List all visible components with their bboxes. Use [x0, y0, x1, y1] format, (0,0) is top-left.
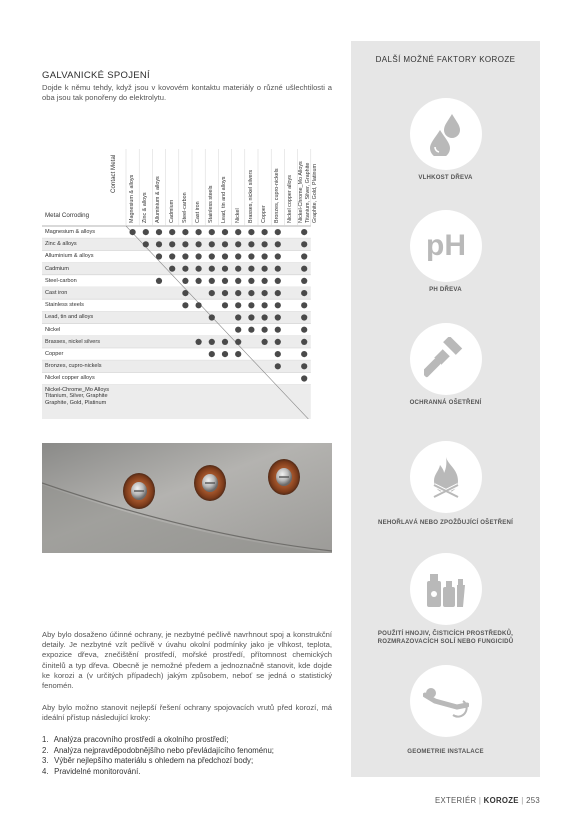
compatibility-dot: [182, 290, 188, 296]
compatibility-dot: [275, 302, 281, 308]
compatibility-dot: [209, 278, 215, 284]
installation-geometry-icon: [410, 665, 482, 737]
compatibility-dot: [182, 278, 188, 284]
compatibility-dot: [222, 253, 228, 259]
compatibility-dot: [301, 241, 307, 247]
compatibility-dot: [301, 278, 307, 284]
compatibility-dot: [182, 229, 188, 235]
compatibility-dot: [248, 253, 254, 259]
list-item: 4. Pravidelné monitorování.: [42, 766, 141, 776]
compatibility-dot: [262, 339, 268, 345]
body-paragraph-2: Aby bylo možno stanovit nejlepší řešení ochrany spojovacích vrutů před korozí, má ideální přístup následující kroky:: [42, 703, 332, 723]
row-label: Brasses, nickel silvers: [45, 338, 101, 345]
column-label: Alluminium & alloys: [155, 176, 162, 223]
column-label: Nickel-Chrome_Mo Alloys Titanium, Silver, Graphite Graphite, Gold, Platinum: [297, 161, 318, 223]
compatibility-dot: [301, 302, 307, 308]
compatibility-dot: [196, 253, 202, 259]
compatibility-dot: [222, 302, 228, 308]
row-label: Cast iron: [45, 290, 68, 296]
row-label: Steel-carbon: [45, 277, 77, 284]
factor-label: POUŽITÍ HNOJIV, ČISTICÍCH PROSTŘEDKŮ, ROZMRAZOVACÍCH SOLÍ NEBO FUNGICIDŮ: [377, 630, 514, 645]
page-number: 253: [526, 796, 540, 805]
compatibility-dot: [248, 302, 254, 308]
row-label: Zinc & alloys: [45, 241, 77, 248]
compatibility-dot: [248, 327, 254, 333]
compatibility-dot: [262, 253, 268, 259]
paint-brush-icon: [410, 323, 482, 395]
compatibility-dot: [235, 266, 241, 272]
compatibility-dot: [235, 339, 241, 345]
column-label: Steel-carbon: [181, 192, 188, 223]
column-label: Lead, tin and alloys: [221, 176, 228, 223]
compatibility-dot: [196, 229, 202, 235]
compatibility-dot: [262, 290, 268, 296]
row-label: Magnesium & alloys: [45, 229, 96, 235]
fire-retardant-icon: [410, 441, 482, 513]
intro-paragraph: Dojde k němu tehdy, když jsou v kovovém kontaktu materiály o různé ušlechtilosti a oba jsou tak ponořeny do elektrolytu.: [42, 83, 332, 102]
row-label: Nickel copper alloys: [45, 375, 95, 382]
compatibility-dot: [169, 241, 175, 247]
compatibility-dot: [301, 339, 307, 345]
compatibility-dot: [301, 363, 307, 369]
body-paragraph-1: Aby bylo dosaženo účinné ochrany, je nezbytné pečlivě navrhnout spoj a konstrukční detaily. Je nezbytné vzít pečlivě v úvahu okolní podmínky jako je vlhkost, teplota, expozice dřeva, znečištění prostředí, mořské prostředí, přítomnost chemických činitelů a typ dřeva. Obecně je nemožné předem a jednoznačně stanovit, kde dojde ke korozi a (v určitých případech) jakým způsobem, neboť se jedná o statistický fenomén.: [42, 630, 332, 691]
section-title: GALVANICKÉ SPOJENÍ: [42, 70, 150, 81]
row-label: Nickel: [45, 326, 61, 333]
corrosion-factors-panel: [351, 41, 540, 777]
compatibility-dot: [222, 278, 228, 284]
compatibility-dot: [301, 266, 307, 272]
compatibility-dot: [248, 229, 254, 235]
compatibility-dot: [248, 314, 254, 320]
compatibility-dot: [275, 314, 281, 320]
compatibility-dot: [182, 241, 188, 247]
screws-in-metal-photo: [42, 443, 332, 553]
column-label: Stainless steels: [208, 185, 215, 223]
compatibility-dot: [182, 302, 188, 308]
column-label: Zinc & alloys: [142, 192, 149, 223]
row-label: Cadmium: [45, 265, 69, 272]
compatibility-dot: [222, 229, 228, 235]
compatibility-dot: [156, 229, 162, 235]
compatibility-dot: [196, 278, 202, 284]
row-label: Copper: [45, 351, 64, 357]
column-label: Cadmium: [168, 199, 175, 223]
compatibility-dot: [275, 266, 281, 272]
compatibility-dot: [275, 339, 281, 345]
compatibility-dot: [301, 327, 307, 333]
compatibility-dot: [143, 241, 149, 247]
compatibility-dot: [130, 229, 136, 235]
row-label: Nickel-Chrome_Mo Alloys Titanium, Silver, Graphite Graphite, Gold, Platinum: [45, 386, 110, 407]
compatibility-dot: [182, 253, 188, 259]
compatibility-dot: [209, 290, 215, 296]
compatibility-dot: [235, 351, 241, 357]
compatibility-dot: [301, 290, 307, 296]
compatibility-dot: [262, 241, 268, 247]
row-label: Alluminium & alloys: [45, 253, 94, 260]
factor-label: GEOMETRIE INSTALACE: [407, 748, 484, 755]
compatibility-dot: [248, 266, 254, 272]
compatibility-dot: [182, 266, 188, 272]
row-label: Stainless steels: [45, 302, 84, 309]
compatibility-dot: [209, 314, 215, 320]
compatibility-dot: [248, 278, 254, 284]
compatibility-dot: [275, 327, 281, 333]
compatibility-dot: [196, 302, 202, 308]
water-drops-icon: [410, 98, 482, 170]
compatibility-dot: [169, 253, 175, 259]
compatibility-dot: [209, 229, 215, 235]
page-footer: EXTERIÉR | KOROZE | 253: [434, 796, 540, 805]
compatibility-dot: [235, 253, 241, 259]
axis-corroding-label: Metal Corroding: [45, 212, 90, 219]
compatibility-dot: [222, 266, 228, 272]
factor-label: PH DŘEVA: [429, 286, 462, 293]
compatibility-dot: [169, 266, 175, 272]
compatibility-dot: [235, 278, 241, 284]
compatibility-dot: [275, 290, 281, 296]
compatibility-dot: [222, 351, 228, 357]
compatibility-dot: [275, 351, 281, 357]
compatibility-dot: [156, 253, 162, 259]
compatibility-dot: [301, 375, 307, 381]
compatibility-dot: [262, 314, 268, 320]
compatibility-dot: [235, 290, 241, 296]
compatibility-dot: [262, 278, 268, 284]
chemical-bottles-icon: [410, 553, 482, 625]
compatibility-dot: [196, 339, 202, 345]
compatibility-dot: [169, 229, 175, 235]
compatibility-dot: [209, 266, 215, 272]
factor-label: OCHRANNÁ OŠETŘENÍ: [409, 399, 482, 406]
compatibility-dot: [262, 302, 268, 308]
compatibility-dot: [235, 229, 241, 235]
compatibility-dot: [235, 302, 241, 308]
compatibility-dot: [235, 327, 241, 333]
compatibility-dot: [275, 241, 281, 247]
footer-section: EXTERIÉR: [434, 796, 477, 805]
list-item: 1. Analýza pracovního prostředí a okolního prostředí;: [42, 735, 229, 744]
compatibility-dot: [301, 314, 307, 320]
compatibility-dot: [275, 253, 281, 259]
compatibility-dot: [262, 327, 268, 333]
compatibility-dot: [301, 229, 307, 235]
compatibility-dot: [275, 229, 281, 235]
rusted-screw: [194, 465, 226, 501]
compatibility-dot: [275, 278, 281, 284]
compatibility-dot: [248, 241, 254, 247]
steps-list: [42, 735, 274, 777]
compatibility-dot: [196, 266, 202, 272]
column-label: Nickel: [234, 208, 241, 223]
column-label: Cast iron: [195, 201, 201, 223]
compatibility-dot: [209, 339, 215, 345]
list-item: 2. Analýza nejpravděpodobnějšího nebo převládajícího fenoménu;: [42, 745, 274, 755]
compatibility-dot: [209, 253, 215, 259]
compatibility-dot: [222, 339, 228, 345]
row-label: Bronzes, cupro-nickels: [45, 363, 102, 370]
factor-label: VLHKOST DŘEVA: [418, 174, 473, 181]
ph-icon: pH: [410, 210, 482, 282]
compatibility-dot: [196, 241, 202, 247]
compatibility-dot: [275, 363, 281, 369]
rusted-screw: [268, 459, 300, 495]
compatibility-dot: [248, 290, 254, 296]
compatibility-dot: [209, 351, 215, 357]
column-label: Nickel copper alloys: [287, 175, 294, 223]
compatibility-dot: [301, 253, 307, 259]
compatibility-dot: [262, 229, 268, 235]
column-label: Magnesium & alloys: [129, 174, 135, 223]
compatibility-dot: [209, 241, 215, 247]
compatibility-dot: [301, 351, 307, 357]
compatibility-dot: [143, 229, 149, 235]
compatibility-dot: [222, 241, 228, 247]
column-label: Brasses, nickel silvers: [247, 169, 254, 223]
compatibility-dot: [235, 241, 241, 247]
factor-label: NEHOŘLAVÁ NEBO ZPOŽĎUJÍCÍ OŠETŘENÍ: [377, 519, 513, 526]
row-stripe: [42, 287, 311, 299]
row-label: Lead, tin and alloys: [45, 314, 94, 321]
axis-contact-label: Contact Metal: [110, 154, 117, 193]
column-label: Bronzes, cupro-nickels: [274, 168, 281, 223]
galvanic-corrosion-matrix: [42, 147, 330, 419]
row-stripe: [42, 238, 311, 250]
footer-chapter: KOROZE: [483, 796, 519, 805]
compatibility-dot: [156, 241, 162, 247]
column-label: Copper: [261, 205, 267, 223]
compatibility-dot: [262, 266, 268, 272]
row-stripe: [42, 263, 311, 275]
compatibility-dot: [156, 278, 162, 284]
compatibility-dot: [235, 314, 241, 320]
panel-title: DALŠÍ MOŽNÉ FAKTORY KOROZE: [375, 55, 516, 64]
compatibility-dot: [222, 290, 228, 296]
rusted-screw: [123, 473, 155, 509]
list-item: 3. Výběr nejlepšího materiálu s ohledem na předchozí body;: [42, 756, 254, 765]
